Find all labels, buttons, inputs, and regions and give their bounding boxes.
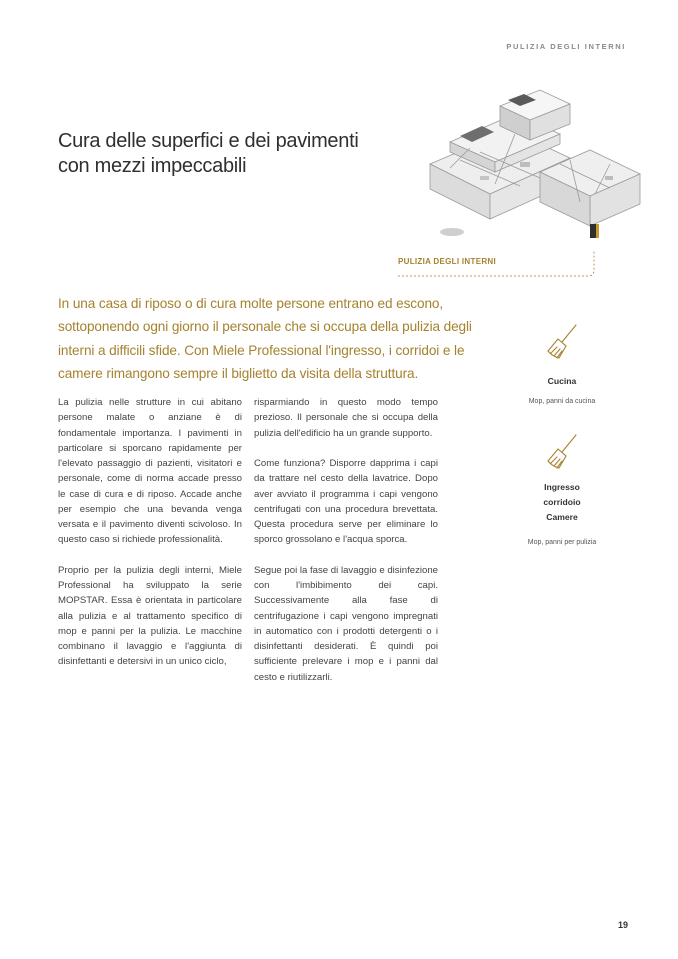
sidebar-item-cucina (512, 322, 612, 405)
body-paragraph: La pulizia nelle strutture in cui abitano persone malate o anziane è di fondamentale importanza. I pavimenti in particolare si sporcano rapidamente per l'elevato passaggio di pazienti, visitatori e personale, come di norma accade presso le case di cura e di riposo. Accade anche per esempio che una bevanda venga versata e il pavimento diventi scivoloso. In questo caso si richiede professionalità. (58, 397, 242, 546)
section-header-label: PULIZIA DEGLI INTERNI (506, 42, 626, 51)
intro-paragraph: In una casa di riposo o di cura molte persone entrano ed escono, sottoponendo ogni giorno il personale che si occupa della pulizia degli interni a difficili sfide. Con Miele Professional l'ingresso, i corridoi e le camere rimangono sempre il biglietto da visita della struttura. (58, 296, 472, 381)
sidebar-item-title: Cucina (547, 376, 577, 386)
body-paragraph: Segue poi la fase di lavaggio e disinfezione con l'imbibimento dei capi. Successivamente alla fase di centrifugazione i capi vengono impregnati in automatico con i prodotti detergenti o i disinfettanti desiderati. È quindi poi sufficiente prelevare i mop e i panni dal cesto e riutilizzarli. (254, 564, 439, 683)
body-column-1 (58, 395, 242, 685)
page-title-line2: con mezzi impeccabili (58, 155, 247, 177)
sidebar-item-title: Camere (546, 512, 578, 522)
sidebar-item-desc: Mop, panni per pulizia (527, 539, 597, 546)
body-paragraph: Come funziona? Disporre dapprima i capi da trattare nel cesto della lavatrice. Dopo aver avviato il programma i capi vengono centrifugati con una procedura brevettata. Questa procedura serve per eliminare lo sporco grossolano e l'acqua sporca. (254, 458, 438, 546)
broom-icon (545, 432, 579, 472)
sidebar-item-title: Ingresso (544, 482, 580, 492)
broom-icon (545, 322, 579, 362)
callout-label: PULIZIA DEGLI INTERNI (398, 257, 497, 266)
sidebar-item-ingresso (512, 432, 612, 546)
page-title (58, 129, 388, 179)
body-column-2 (254, 395, 438, 700)
page-number: 19 (617, 920, 628, 930)
page-title-line1: Cura delle superfici e dei pavimenti (58, 130, 359, 152)
sidebar-item-title: corridoio (543, 497, 581, 507)
sidebar-item-desc: Mop, panni da cucina (528, 398, 596, 405)
body-paragraph: Proprio per la pulizia degli interni, Miele Professional ha sviluppato la serie MOPSTAR. Essa è orientata in particolare alla pulizia e al trattamento specifico di mop e panni per la pulizia. Le macchine combinano il lavaggio e l'aggiunta di disinfettanti e detersivi in un unico ciclo, (58, 564, 242, 668)
body-paragraph: risparmiando in questo modo tempo prezioso. Il personale che si occupa della pulizia dell'edificio ha un grande supporto. (254, 397, 438, 439)
building-illustration (420, 84, 646, 250)
